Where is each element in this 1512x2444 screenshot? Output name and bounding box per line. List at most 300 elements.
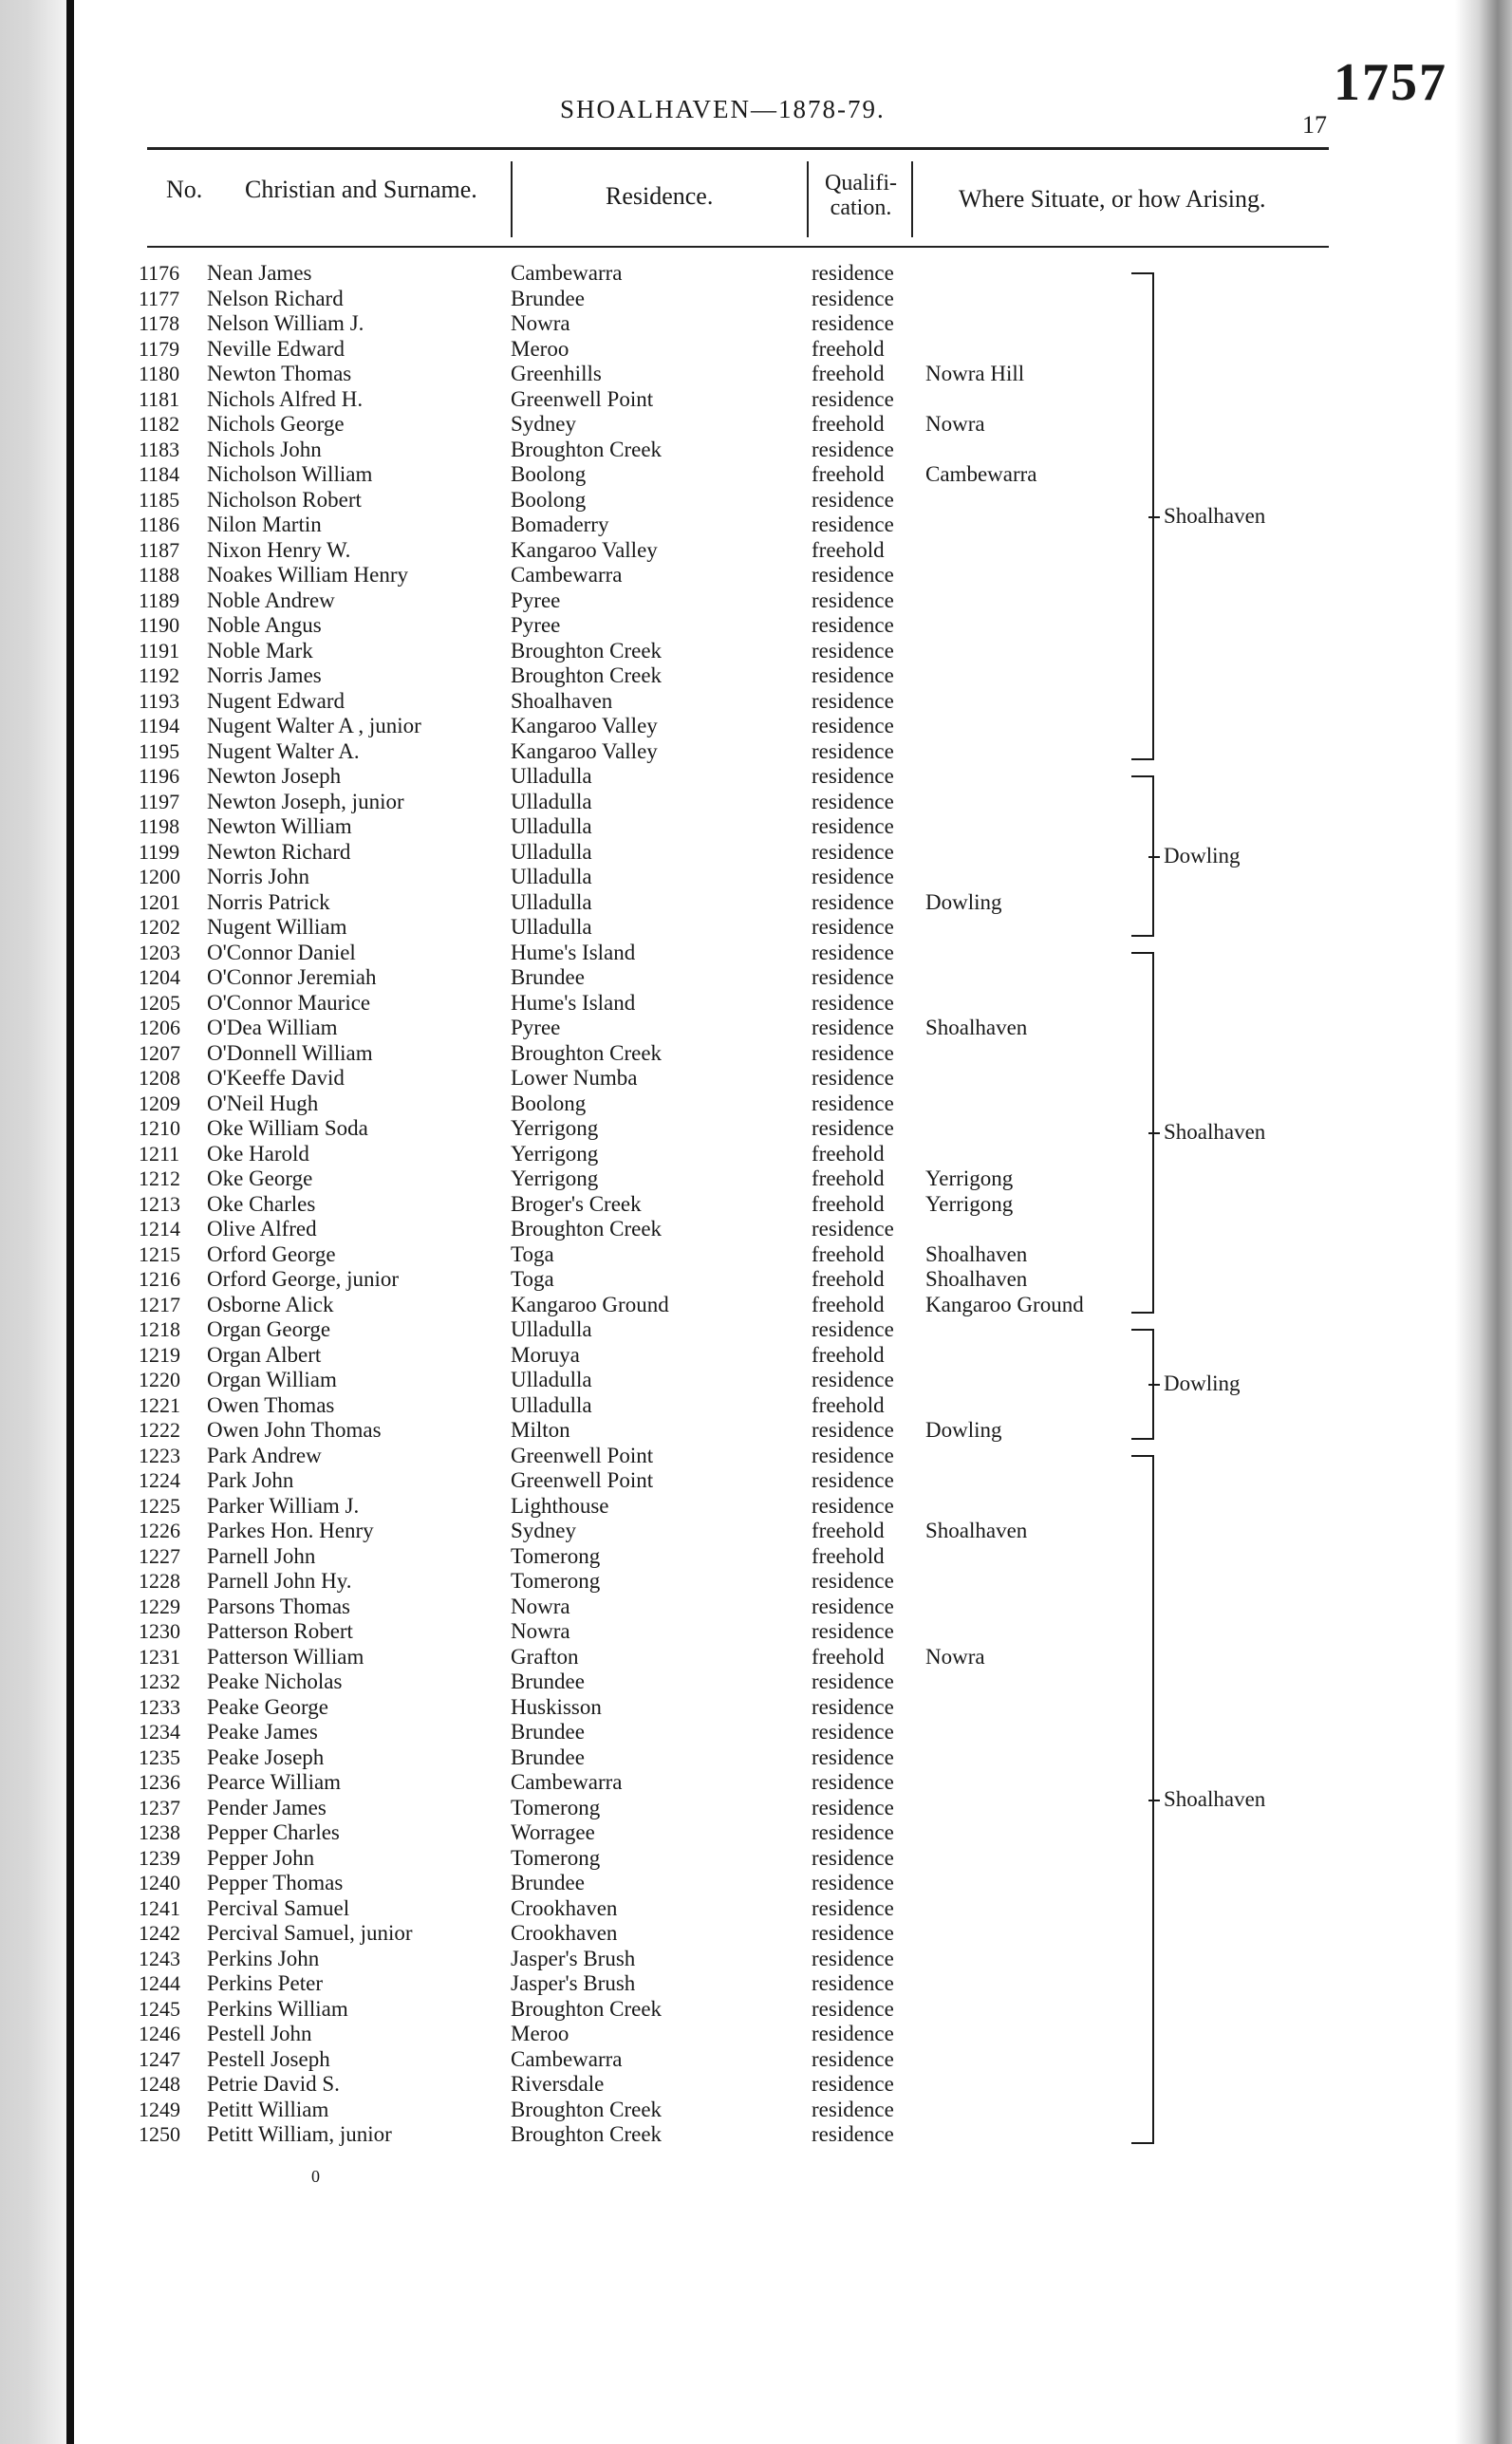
entry-name: Pestell John — [207, 2022, 312, 2045]
entry-residence: Jasper's Brush — [511, 1946, 636, 1970]
entry-residence: Cambewarra — [511, 563, 623, 587]
entry-number: 1247 — [139, 2046, 180, 2071]
entry-qualification: residence — [812, 2046, 894, 2071]
entry-name: Parsons Thomas — [207, 1594, 350, 1618]
entry-name: Oke Charles — [207, 1191, 316, 1216]
entry-residence: Ulladulla — [511, 764, 592, 788]
entry-residence: Greenwell Point — [511, 1468, 654, 1492]
entry-qualification: residence — [812, 814, 894, 838]
entry-name: Nugent Walter A. — [207, 738, 360, 763]
entry-qualification: freehold — [812, 412, 885, 436]
entry-name: Newton Joseph, junior — [207, 789, 404, 813]
column-header-no: No. — [166, 176, 203, 203]
entry-residence: Kangaroo Valley — [511, 714, 658, 737]
entry-residence: Pyree — [511, 1016, 561, 1039]
entry-qualification: freehold — [812, 336, 885, 361]
entry-qualification: residence — [812, 1418, 894, 1442]
entry-qualification: residence — [812, 613, 894, 637]
entry-number: 1240 — [139, 1871, 180, 1894]
entry-number: 1243 — [139, 1946, 180, 1970]
entry-qualification: residence — [812, 1493, 894, 1518]
list-item — [0, 1745, 1512, 1771]
entry-residence: Tomerong — [511, 1569, 601, 1593]
list-item — [0, 1494, 1512, 1520]
entry-number: 1231 — [139, 1644, 180, 1669]
entry-residence: Kangaroo Valley — [511, 738, 658, 763]
entry-qualification: residence — [812, 588, 894, 612]
entry-qualification: freehold — [812, 1166, 885, 1190]
list-item — [0, 1997, 1512, 2023]
list-item — [0, 1770, 1512, 1796]
entry-name: Nichols George — [207, 412, 345, 436]
list-item — [0, 1242, 1512, 1268]
list-item — [0, 714, 1512, 739]
entry-number: 1230 — [139, 1619, 180, 1643]
entry-number: 1244 — [139, 1971, 180, 1995]
entry-residence: Bomaderry — [511, 513, 609, 536]
entry-name: O'Keeffe David — [207, 1066, 345, 1090]
entry-name: Nugent Edward — [207, 688, 345, 713]
entry-residence: Lower Numba — [511, 1066, 638, 1090]
entry-number: 1222 — [139, 1418, 180, 1442]
entry-residence: Sydney — [511, 412, 576, 436]
entry-residence: Kangaroo Ground — [511, 1292, 669, 1316]
list-item — [0, 1091, 1512, 1117]
entry-name: Parnell John Hy. — [207, 1569, 352, 1593]
entry-residence: Cambewarra — [511, 2046, 623, 2071]
entry-name: Nelson William J. — [207, 311, 364, 335]
entry-qualification: residence — [812, 764, 894, 788]
header-top-rule — [147, 147, 1329, 150]
entry-where: Dowling — [925, 1418, 1002, 1442]
entry-number: 1224 — [139, 1468, 180, 1492]
list-item — [0, 1016, 1512, 1041]
entry-residence: Yerrigong — [511, 1166, 599, 1190]
entry-name: Parnell John — [207, 1543, 316, 1568]
entry-qualification: residence — [812, 311, 894, 335]
list-item — [0, 1871, 1512, 1896]
entry-name: Olive Alfred — [207, 1217, 317, 1241]
entry-where: Yerrigong — [925, 1191, 1014, 1216]
list-item — [0, 1393, 1512, 1419]
entry-residence: Ulladulla — [511, 814, 592, 838]
entry-number: 1183 — [139, 437, 180, 461]
entry-name: Park Andrew — [207, 1443, 322, 1467]
entry-name: Noble Angus — [207, 613, 322, 637]
list-item — [0, 1192, 1512, 1218]
entry-name: Owen John Thomas — [207, 1418, 382, 1442]
entry-name: Organ George — [207, 1317, 331, 1341]
entry-name: Peake George — [207, 1694, 328, 1719]
entry-residence: Jasper's Brush — [511, 1971, 636, 1995]
entry-qualification: freehold — [812, 1543, 885, 1568]
entry-number: 1218 — [139, 1317, 180, 1341]
entry-number: 1193 — [139, 688, 180, 713]
entry-number: 1176 — [139, 261, 180, 285]
entry-number: 1250 — [139, 2122, 180, 2146]
entry-name: Organ Albert — [207, 1342, 322, 1367]
entry-qualification: residence — [812, 1040, 894, 1065]
list-item — [0, 462, 1512, 488]
entry-number: 1179 — [139, 336, 180, 361]
entry-number: 1196 — [139, 764, 180, 788]
entry-qualification: residence — [812, 1820, 894, 1844]
entry-number: 1212 — [139, 1166, 180, 1190]
entry-residence: Broughton Creek — [511, 1996, 663, 2021]
list-item — [0, 941, 1512, 966]
entry-where: Nowra Hill — [925, 362, 1025, 385]
entry-name: Pepper Thomas — [207, 1871, 344, 1894]
entry-qualification: residence — [812, 1921, 894, 1945]
entry-name: Oke Harold — [207, 1141, 309, 1166]
entry-qualification: residence — [812, 513, 894, 536]
entry-residence: Ulladulla — [511, 865, 592, 888]
entry-residence: Hume's Island — [511, 940, 636, 964]
entry-residence: Greenwell Point — [511, 386, 654, 411]
entry-name: Organ William — [207, 1368, 337, 1391]
entry-qualification: freehold — [812, 1292, 885, 1316]
entry-residence: Cambewarra — [511, 261, 623, 285]
list-item — [0, 1947, 1512, 1972]
entry-name: Peake James — [207, 1720, 318, 1744]
entry-residence: Broughton Creek — [511, 638, 663, 662]
entry-number: 1207 — [139, 1040, 180, 1065]
entry-number: 1195 — [139, 738, 180, 763]
entry-residence: Ulladulla — [511, 1317, 592, 1341]
entry-name: Noble Andrew — [207, 588, 335, 612]
entry-residence: Tomerong — [511, 1543, 601, 1568]
entry-qualification: residence — [812, 714, 894, 737]
entry-where: Nowra — [925, 1644, 985, 1669]
entry-number: 1182 — [139, 412, 180, 436]
group-label: Shoalhaven — [1164, 504, 1266, 528]
entry-residence: Brundee — [511, 1744, 585, 1769]
entry-name: Perkins Peter — [207, 1971, 324, 1995]
entry-qualification: freehold — [812, 1191, 885, 1216]
entry-number: 1215 — [139, 1241, 180, 1266]
entry-qualification: residence — [812, 563, 894, 587]
entry-number: 1213 — [139, 1191, 180, 1216]
list-item — [0, 1418, 1512, 1444]
entry-name: Perkins William — [207, 1996, 348, 2021]
list-item — [0, 840, 1512, 866]
entry-qualification: freehold — [812, 537, 885, 562]
entry-number: 1228 — [139, 1569, 180, 1593]
entry-residence: Huskisson — [511, 1694, 602, 1719]
entry-number: 1239 — [139, 1845, 180, 1870]
entry-number: 1221 — [139, 1392, 180, 1417]
entry-qualification: residence — [812, 839, 894, 864]
list-item — [0, 362, 1512, 387]
entry-name: Park John — [207, 1468, 294, 1492]
entry-name: Norris Patrick — [207, 889, 330, 914]
list-item — [0, 689, 1512, 715]
entry-qualification: residence — [812, 1720, 894, 1744]
column-divider — [511, 161, 513, 237]
entry-qualification: residence — [812, 1770, 894, 1794]
entry-qualification: residence — [812, 386, 894, 411]
entry-qualification: freehold — [812, 462, 885, 486]
entry-qualification: residence — [812, 889, 894, 914]
entry-name: Pender James — [207, 1795, 327, 1819]
entry-name: O'Connor Daniel — [207, 940, 356, 964]
entry-name: Nicholson William — [207, 462, 373, 486]
entry-qualification: residence — [812, 1217, 894, 1241]
entry-residence: Boolong — [511, 487, 587, 512]
entry-number: 1177 — [139, 286, 180, 310]
list-item — [0, 1971, 1512, 1997]
entry-qualification: freehold — [812, 1519, 885, 1542]
list-item — [0, 563, 1512, 588]
entry-number: 1227 — [139, 1543, 180, 1568]
entry-qualification: freehold — [812, 1141, 885, 1166]
list-item — [0, 488, 1512, 513]
column-header-qualification-line2: cation. — [830, 196, 892, 220]
entry-where: Shoalhaven — [925, 1267, 1028, 1291]
list-item — [0, 2022, 1512, 2047]
entry-number: 1248 — [139, 2072, 180, 2096]
entry-where: Shoalhaven — [925, 1016, 1028, 1039]
entry-residence: Broughton Creek — [511, 1040, 663, 1065]
entry-residence: Ulladulla — [511, 889, 592, 914]
entry-qualification: residence — [812, 1895, 894, 1920]
entry-number: 1185 — [139, 487, 180, 512]
entry-number: 1242 — [139, 1921, 180, 1945]
entry-qualification: residence — [812, 1368, 894, 1391]
entry-qualification: residence — [812, 865, 894, 888]
entry-residence: Brundee — [511, 1720, 585, 1744]
column-header-qualification-line1: Qualifi- — [825, 171, 897, 196]
list-item — [0, 1846, 1512, 1872]
running-head: SHOALHAVEN—1878-79. — [560, 95, 886, 123]
list-item — [0, 865, 1512, 890]
entry-name: Perkins John — [207, 1946, 320, 1970]
entry-qualification: residence — [812, 1694, 894, 1719]
entry-residence: Greenwell Point — [511, 1443, 654, 1467]
entry-residence: Ulladulla — [511, 915, 592, 939]
list-item — [0, 1896, 1512, 1922]
entry-qualification: residence — [812, 688, 894, 713]
entry-residence: Riversdale — [511, 2072, 605, 2096]
entry-number: 1203 — [139, 940, 180, 964]
entry-number: 1223 — [139, 1443, 180, 1467]
entry-residence: Greenhills — [511, 362, 602, 385]
entry-number: 1235 — [139, 1744, 180, 1769]
entry-number: 1229 — [139, 1594, 180, 1618]
list-item — [0, 613, 1512, 639]
entry-number: 1226 — [139, 1519, 180, 1542]
list-item — [0, 412, 1512, 438]
entry-name: Petitt William — [207, 2097, 329, 2121]
entry-number: 1194 — [139, 714, 180, 737]
entry-residence: Shoalhaven — [511, 688, 613, 713]
entry-name: Patterson William — [207, 1644, 364, 1669]
entry-number: 1210 — [139, 1116, 180, 1140]
list-item — [0, 1921, 1512, 1947]
entry-qualification: residence — [812, 261, 894, 285]
entry-residence: Ulladulla — [511, 839, 592, 864]
entry-residence: Boolong — [511, 1091, 587, 1115]
entry-qualification: residence — [812, 1619, 894, 1643]
entry-number: 1180 — [139, 362, 180, 385]
entry-residence: Boolong — [511, 462, 587, 486]
list-item — [0, 1343, 1512, 1369]
entry-number: 1186 — [139, 513, 180, 536]
entry-number: 1216 — [139, 1267, 180, 1291]
entry-qualification: residence — [812, 437, 894, 461]
list-item — [0, 2122, 1512, 2148]
entry-residence: Nowra — [511, 311, 570, 335]
entry-qualification: freehold — [812, 362, 885, 385]
entry-residence: Yerrigong — [511, 1116, 599, 1140]
list-item — [0, 1166, 1512, 1192]
entry-where: Dowling — [925, 889, 1002, 914]
list-item — [0, 1217, 1512, 1242]
entry-number: 1181 — [139, 386, 180, 411]
list-item — [0, 387, 1512, 413]
entry-qualification: residence — [812, 1317, 894, 1341]
entry-name: Norris John — [207, 865, 309, 888]
entry-number: 1178 — [139, 311, 180, 335]
entry-number: 1197 — [139, 789, 180, 813]
entry-where: Nowra — [925, 412, 985, 436]
entry-name: Pepper Charles — [207, 1820, 340, 1844]
entry-name: Norris James — [207, 663, 322, 687]
entry-residence: Nowra — [511, 1619, 570, 1643]
list-item — [0, 1317, 1512, 1343]
entry-number: 1237 — [139, 1795, 180, 1819]
list-item — [0, 1619, 1512, 1645]
entry-name: Parkes Hon. Henry — [207, 1519, 374, 1542]
entry-residence: Tomerong — [511, 1845, 601, 1870]
entry-qualification: residence — [812, 1468, 894, 1492]
entry-number: 1208 — [139, 1066, 180, 1090]
list-item — [0, 588, 1512, 614]
entry-name: Orford George — [207, 1241, 336, 1266]
column-divider — [911, 161, 913, 237]
list-item — [0, 311, 1512, 337]
entry-number: 1234 — [139, 1720, 180, 1744]
list-item — [0, 538, 1512, 564]
list-item — [0, 2098, 1512, 2123]
entry-name: Owen Thomas — [207, 1392, 335, 1417]
entry-where: Cambewarra — [925, 462, 1037, 486]
entry-residence: Worragee — [511, 1820, 595, 1844]
entry-name: O'Neil Hugh — [207, 1091, 319, 1115]
entry-where: Shoalhaven — [925, 1519, 1028, 1542]
entry-number: 1201 — [139, 889, 180, 914]
list-item — [0, 1695, 1512, 1721]
list-item — [0, 1116, 1512, 1142]
entry-name: Oke William Soda — [207, 1116, 368, 1140]
entry-name: Nugent Walter A , junior — [207, 714, 421, 737]
entry-number: 1204 — [139, 965, 180, 989]
list-item — [0, 1796, 1512, 1821]
list-item — [0, 1544, 1512, 1570]
entry-qualification: residence — [812, 915, 894, 939]
entry-qualification: residence — [812, 1066, 894, 1090]
entry-qualification: residence — [812, 1670, 894, 1693]
entry-where: Yerrigong — [925, 1166, 1014, 1190]
entry-qualification: residence — [812, 940, 894, 964]
list-item — [0, 1293, 1512, 1318]
column-header-qualification — [818, 171, 904, 220]
list-item — [0, 287, 1512, 312]
entry-name: Newton William — [207, 814, 352, 838]
entry-qualification: residence — [812, 638, 894, 662]
entry-number: 1238 — [139, 1820, 180, 1844]
entry-residence: Nowra — [511, 1594, 570, 1618]
entry-name: O'Connor Jeremiah — [207, 965, 377, 989]
list-item — [0, 438, 1512, 463]
group-label: Dowling — [1164, 843, 1241, 868]
list-item — [0, 1368, 1512, 1393]
entry-name: Noble Mark — [207, 638, 313, 662]
group-label: Shoalhaven — [1164, 1120, 1266, 1145]
entry-residence: Meroo — [511, 336, 569, 361]
group-label: Dowling — [1164, 1371, 1241, 1396]
entry-name: Neville Edward — [207, 336, 345, 361]
entry-number: 1192 — [139, 663, 180, 687]
entry-residence: Broughton Creek — [511, 437, 663, 461]
entry-number: 1199 — [139, 839, 180, 864]
entry-qualification: freehold — [812, 1644, 885, 1669]
column-header-where: Where Situate, or how Arising. — [959, 185, 1266, 213]
list-item — [0, 890, 1512, 916]
list-item — [0, 337, 1512, 363]
entry-qualification: freehold — [812, 1392, 885, 1417]
entry-residence: Tomerong — [511, 1795, 601, 1819]
list-item — [0, 991, 1512, 1017]
entry-residence: Cambewarra — [511, 1770, 623, 1794]
entry-where: Kangaroo Ground — [925, 1292, 1084, 1316]
entry-name: Nean James — [207, 261, 312, 285]
entry-number: 1190 — [139, 613, 180, 637]
entry-name: Osborne Alick — [207, 1292, 334, 1316]
entry-residence: Toga — [511, 1241, 554, 1266]
list-item — [0, 1468, 1512, 1494]
entry-name: Newton Joseph — [207, 764, 342, 788]
footer-mark: 0 — [311, 2167, 320, 2186]
entry-name: O'Connor Maurice — [207, 990, 371, 1015]
page-number: 1757 — [1334, 53, 1447, 112]
entry-name: Nilon Martin — [207, 513, 322, 536]
entry-name: Peake Joseph — [207, 1744, 325, 1769]
entry-number: 1225 — [139, 1493, 180, 1518]
entry-number: 1249 — [139, 2097, 180, 2121]
list-item — [0, 965, 1512, 991]
entry-residence: Grafton — [511, 1644, 579, 1669]
entry-qualification: residence — [812, 1016, 894, 1039]
entry-qualification: residence — [812, 1795, 894, 1819]
entry-name: Nelson Richard — [207, 286, 344, 310]
entry-residence: Hume's Island — [511, 990, 636, 1015]
entry-number: 1241 — [139, 1895, 180, 1920]
entry-qualification: residence — [812, 1091, 894, 1115]
entry-number: 1233 — [139, 1694, 180, 1719]
group-bracket-tip — [1148, 1800, 1160, 1801]
entry-qualification: residence — [812, 487, 894, 512]
entry-residence: Kangaroo Valley — [511, 537, 658, 562]
sub-page-number: 17 — [1302, 111, 1327, 139]
entry-number: 1188 — [139, 563, 180, 587]
list-item — [0, 1041, 1512, 1067]
entry-qualification: residence — [812, 1971, 894, 1995]
entry-qualification: freehold — [812, 1267, 885, 1291]
list-item — [0, 1142, 1512, 1167]
entry-number: 1187 — [139, 537, 180, 562]
entry-residence: Sydney — [511, 1519, 576, 1542]
